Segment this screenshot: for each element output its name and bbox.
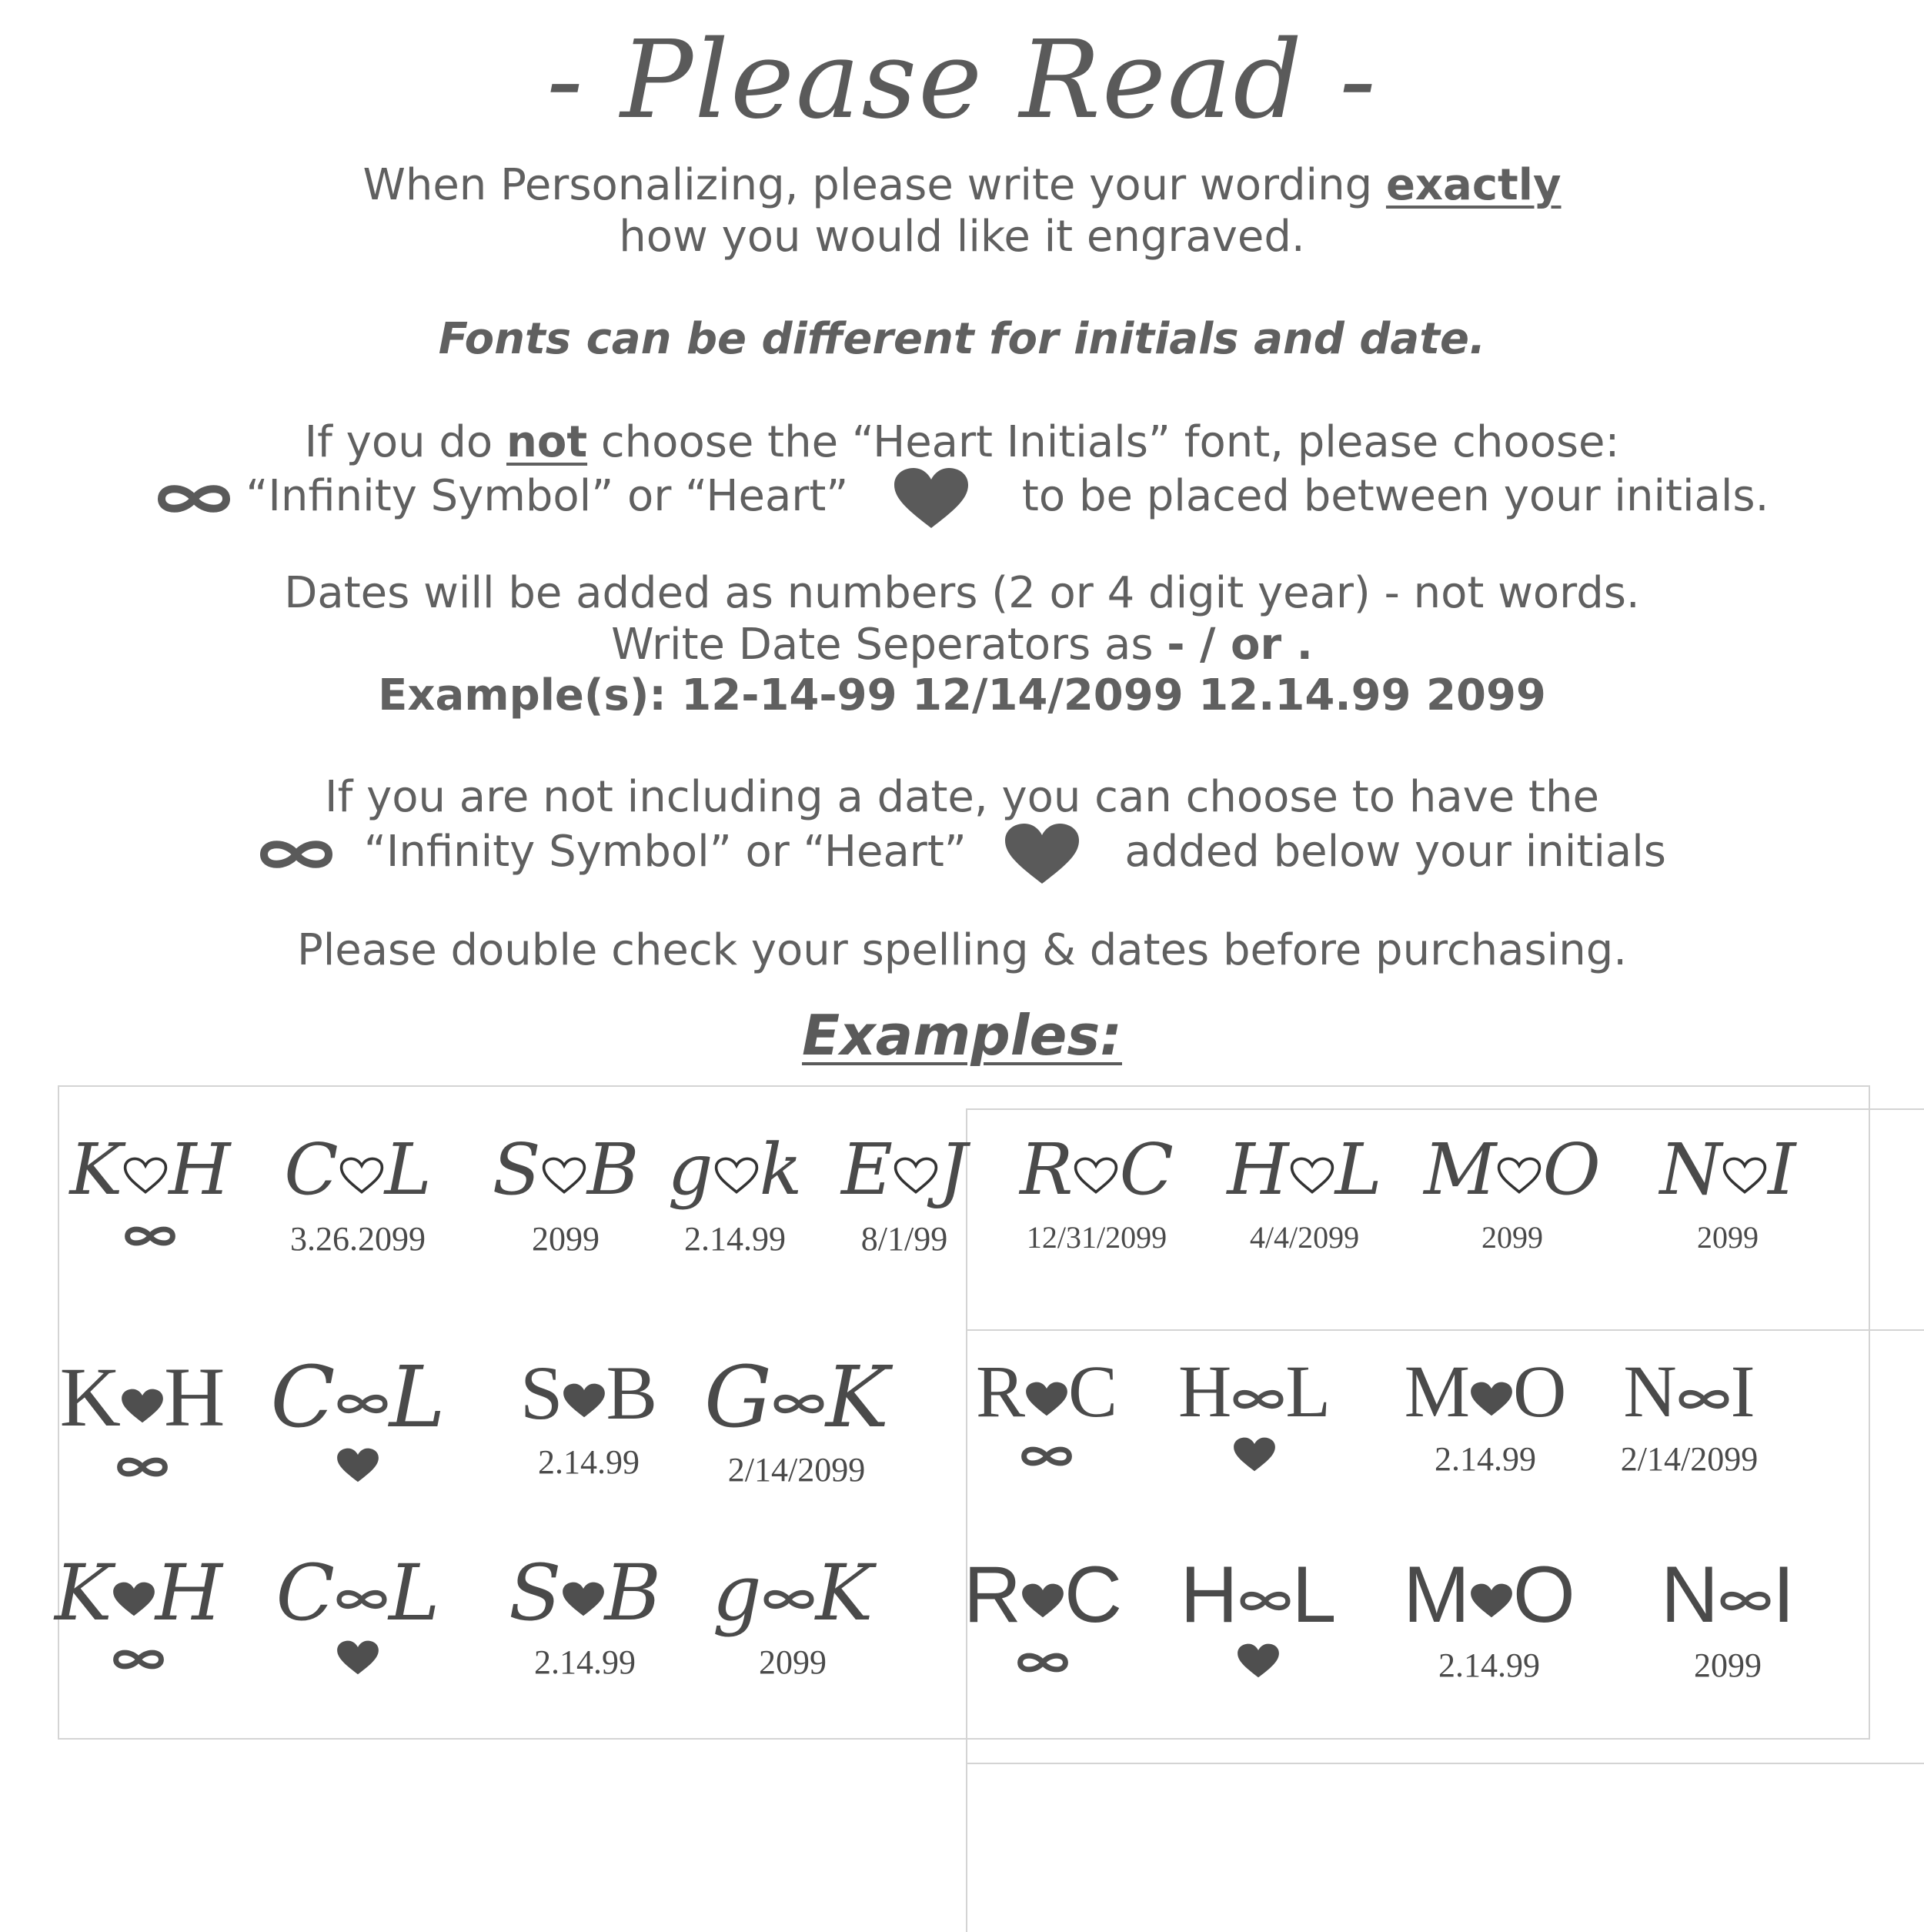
example-below-symbol	[1143, 1643, 1374, 1690]
example-initials	[242, 1128, 473, 1212]
separators-emphasis: - / or .	[1167, 620, 1313, 670]
heart-icon	[1004, 824, 1081, 885]
fonts-note: Fonts can be different for initials and date.	[438, 314, 1486, 364]
example-initials	[242, 1348, 473, 1446]
initial-right: H	[169, 1128, 231, 1211]
example-initials	[242, 1548, 473, 1638]
example-initials	[1139, 1351, 1370, 1432]
initial-left: M	[1404, 1350, 1471, 1432]
no-date-line-1: If you are not including a date, you can choose to have the	[325, 772, 1599, 822]
infinity-icon	[335, 1586, 389, 1613]
initial-right: C	[1068, 1350, 1118, 1432]
heart-icon	[1021, 1550, 1064, 1640]
initial-left: K	[69, 1128, 123, 1211]
initial-left: R	[1020, 1128, 1074, 1211]
infinity-icon	[1719, 1550, 1772, 1640]
infinity-icon	[1238, 1550, 1292, 1640]
heart-initials-text-post: choose the “Heart Initials” font, please choose:	[587, 417, 1620, 467]
example-initials	[1189, 1128, 1420, 1212]
initial-left: C	[270, 1348, 336, 1446]
example-symbol-initials	[1612, 1551, 1843, 1688]
initial-left: C	[284, 1128, 339, 1211]
example-below-symbol	[931, 1437, 1162, 1482]
heart-outline-icon	[122, 1157, 169, 1194]
initial-right: L	[389, 1548, 440, 1638]
example-initials	[473, 1351, 704, 1436]
heart-outline-icon	[1073, 1157, 1119, 1194]
example-date: 2099	[1694, 1646, 1762, 1684]
example-below-symbol	[23, 1640, 254, 1685]
initial-right: B	[604, 1548, 661, 1638]
intro-line-2: how you would like it engraved.	[619, 212, 1305, 262]
infinity-icon	[123, 1222, 177, 1250]
initial-left: H	[1180, 1550, 1238, 1640]
infinity-icon	[1238, 1587, 1292, 1615]
infinity-icon	[258, 835, 335, 874]
initial-right: K	[815, 1548, 873, 1638]
example-heart-initials	[242, 1128, 473, 1262]
initial-left: S	[519, 1350, 563, 1436]
initial-left: H	[1227, 1128, 1289, 1211]
initial-left: M	[1403, 1550, 1470, 1640]
example-heart-initials	[1397, 1128, 1628, 1258]
initial-right: L	[1291, 1550, 1337, 1640]
heart-outline-icon	[893, 1128, 939, 1211]
example-date: 2099	[1697, 1220, 1759, 1255]
heart-icon	[1470, 1583, 1513, 1619]
example-below-symbol	[35, 1217, 266, 1262]
initial-right: C	[1064, 1550, 1123, 1640]
example-date: 8/1/99	[860, 1220, 948, 1258]
initial-right: B	[586, 1128, 640, 1211]
initial-left: g	[667, 1128, 713, 1211]
example-date: 2099	[532, 1220, 600, 1258]
initial-right: J	[939, 1128, 968, 1211]
example-symbol-initials	[27, 1351, 258, 1492]
example-date: 2.14.99	[1435, 1440, 1536, 1478]
infinity-icon	[155, 480, 232, 518]
heart-outline-icon	[1289, 1157, 1335, 1194]
example-symbol-initials	[242, 1348, 473, 1495]
heart-icon	[1237, 1643, 1280, 1679]
example-date: 3.26.2099	[290, 1220, 426, 1258]
heart-outline-icon	[122, 1128, 169, 1211]
heart-outline-icon	[1496, 1157, 1542, 1194]
heart-icon	[1025, 1382, 1068, 1417]
heart-icon	[1233, 1437, 1276, 1472]
infinity-icon	[115, 1453, 169, 1481]
initial-right: k	[759, 1128, 803, 1211]
initial-left: S	[492, 1128, 541, 1211]
initial-right: B	[606, 1350, 658, 1436]
heart-icon	[336, 1448, 379, 1483]
example-heart-initials	[1612, 1128, 1843, 1258]
infinity-icon	[1231, 1350, 1285, 1432]
example-initials	[27, 1351, 258, 1443]
example-date: 12/31/2099	[1026, 1220, 1167, 1255]
intro-line-1	[0, 160, 1924, 211]
heart-initials-line-1	[0, 417, 1924, 468]
heart-initials-text: If you do	[304, 417, 506, 467]
example-initials	[23, 1548, 254, 1638]
examples-divider-lower	[966, 1763, 1924, 1764]
initial-right: K	[825, 1348, 890, 1446]
intro-text: When Personalizing, please write your wording	[362, 160, 1386, 210]
heart-icon	[112, 1548, 155, 1638]
initial-right: L	[384, 1128, 432, 1211]
heart-initials-emphasis: not	[506, 417, 588, 467]
dates-line-1: Dates will be added as numbers (2 or 4 digit year) - not words.	[284, 568, 1640, 618]
heart-icon	[1470, 1382, 1513, 1417]
initial-right: H	[155, 1548, 222, 1638]
infinity-icon	[1020, 1442, 1074, 1470]
separators-text: Write Date Seperators as	[611, 620, 1167, 670]
below-initials-text: added below your initials	[1124, 827, 1666, 877]
infinity-icon	[112, 1646, 165, 1673]
initial-left: G	[703, 1348, 772, 1446]
placement-text: to be placed between your initials.	[1021, 471, 1769, 522]
infinity-icon	[1231, 1385, 1285, 1413]
example-date: 2.14.99	[538, 1443, 640, 1481]
initial-left: K	[55, 1548, 112, 1638]
example-initials	[1612, 1128, 1843, 1212]
example-date: 2/14/2099	[1620, 1440, 1759, 1478]
initial-left: R	[963, 1550, 1021, 1640]
infinity-icon	[336, 1348, 389, 1446]
dates-line-2	[0, 620, 1924, 670]
example-initials	[1143, 1551, 1374, 1639]
example-date: 2.14.99	[534, 1643, 636, 1681]
initial-right: L	[1285, 1350, 1331, 1432]
heart-outline-icon	[339, 1157, 385, 1194]
heart-icon	[121, 1350, 164, 1444]
initial-right: O	[1542, 1128, 1601, 1211]
initial-right: L	[1334, 1128, 1382, 1211]
example-symbol-initials	[1370, 1351, 1601, 1482]
infinity-icon	[772, 1390, 826, 1418]
example-symbol-initials	[1139, 1351, 1370, 1484]
example-below-symbol	[242, 1448, 473, 1495]
initial-right: L	[389, 1348, 446, 1446]
initial-right: I	[1772, 1550, 1795, 1640]
page-title: - Please Read -	[546, 18, 1378, 143]
examples-divider	[966, 1329, 1924, 1331]
example-symbol-initials	[931, 1351, 1162, 1482]
initial-left: H	[1178, 1350, 1232, 1432]
initial-right: H	[164, 1350, 225, 1444]
example-below-symbol	[1139, 1437, 1370, 1484]
example-symbol-initials	[1574, 1351, 1805, 1482]
example-initials	[1374, 1551, 1605, 1639]
dates-examples: Example(s): 12-14-99 12/14/2099 12.14.99 2099	[378, 670, 1546, 720]
heart-icon	[1470, 1550, 1513, 1640]
heart-icon	[893, 468, 970, 530]
heart-icon	[1470, 1350, 1513, 1432]
heart-outline-icon	[1496, 1128, 1542, 1211]
example-heart-initials	[981, 1128, 1212, 1258]
heart-outline-icon	[713, 1157, 760, 1194]
example-symbol-initials	[242, 1548, 473, 1687]
example-symbol-initials	[469, 1548, 700, 1685]
initial-left: E	[840, 1128, 894, 1211]
heart-outline-icon	[1073, 1128, 1119, 1211]
heart-icon	[562, 1582, 605, 1617]
example-symbol-initials	[473, 1351, 704, 1485]
example-initials	[1612, 1551, 1843, 1639]
heart-outline-icon	[1289, 1128, 1335, 1211]
example-date: 2/14/2099	[727, 1451, 866, 1489]
heart-icon	[336, 1640, 379, 1676]
infinity-icon	[1677, 1350, 1731, 1432]
example-symbol-initials	[677, 1548, 908, 1685]
example-symbol-initials	[681, 1348, 912, 1492]
example-symbol-initials	[23, 1548, 254, 1685]
example-below-symbol	[242, 1640, 473, 1687]
infinity-icon	[1719, 1587, 1772, 1615]
initial-left: N	[1660, 1550, 1719, 1640]
heart-icon	[1021, 1583, 1064, 1619]
example-initials	[1397, 1128, 1628, 1212]
heart-outline-icon	[893, 1157, 939, 1194]
heart-initials-line-2	[0, 468, 1924, 530]
initial-left: K	[59, 1350, 121, 1444]
heart-icon	[121, 1389, 164, 1424]
example-initials	[1370, 1351, 1601, 1432]
initial-left: R	[975, 1350, 1025, 1432]
example-symbol-initials	[1143, 1551, 1374, 1690]
infinity-icon	[335, 1548, 389, 1638]
example-initials	[469, 1548, 700, 1638]
heart-icon	[562, 1548, 605, 1638]
infinity-icon	[1677, 1385, 1731, 1413]
initial-left: C	[276, 1548, 336, 1638]
example-symbol-initials	[1374, 1551, 1605, 1688]
heart-outline-icon	[1722, 1128, 1768, 1211]
no-date-line-2	[0, 824, 1924, 885]
infinity-icon	[336, 1390, 389, 1418]
heart-outline-icon	[713, 1128, 760, 1211]
initial-left: S	[508, 1548, 562, 1638]
heart-icon	[563, 1350, 606, 1436]
example-date: 2.14.99	[1438, 1646, 1540, 1684]
infinity-icon	[762, 1548, 816, 1638]
double-check-note: Please double check your spelling & dates before purchasing.	[296, 925, 1628, 975]
intro-emphasis: exactly	[1385, 160, 1562, 210]
example-below-symbol	[927, 1643, 1158, 1688]
example-below-symbol	[27, 1448, 258, 1492]
examples-heading: Examples:	[802, 1003, 1122, 1068]
heart-outline-icon	[339, 1128, 385, 1211]
example-heart-initials	[35, 1128, 266, 1262]
initial-right: C	[1119, 1128, 1174, 1211]
example-date: 2.14.99	[684, 1220, 786, 1258]
initial-right: I	[1730, 1350, 1755, 1432]
infinity-icon	[762, 1586, 816, 1613]
example-date: 2099	[759, 1643, 827, 1681]
heart-outline-icon	[541, 1128, 587, 1211]
heart-icon	[563, 1383, 606, 1419]
infinity-icon	[1016, 1649, 1070, 1676]
initial-left: N	[1659, 1128, 1722, 1211]
heart-icon	[112, 1582, 155, 1617]
example-heart-initials	[1189, 1128, 1420, 1258]
example-date: 2099	[1481, 1220, 1543, 1255]
example-initials	[981, 1128, 1212, 1212]
initial-right: I	[1768, 1128, 1796, 1211]
initial-left: g	[712, 1548, 762, 1638]
example-initials	[1574, 1351, 1805, 1432]
example-initials	[931, 1351, 1162, 1432]
heart-icon	[1025, 1350, 1068, 1432]
example-symbol-initials	[927, 1551, 1158, 1688]
initial-right: O	[1512, 1550, 1575, 1640]
initial-left: M	[1424, 1128, 1497, 1211]
example-initials	[681, 1348, 912, 1446]
symbol-options-text: “Infinity Symbol” or “Heart”	[363, 827, 967, 877]
symbol-options-text: “Infinity Symbol” or “Heart”	[246, 471, 849, 522]
initial-left: N	[1623, 1350, 1677, 1432]
heart-outline-icon	[541, 1157, 587, 1194]
example-initials	[927, 1551, 1158, 1639]
infinity-icon	[772, 1348, 826, 1446]
initial-right: O	[1513, 1350, 1567, 1432]
example-initials	[677, 1548, 908, 1638]
example-date: 4/4/2099	[1249, 1220, 1360, 1255]
heart-outline-icon	[1722, 1157, 1768, 1194]
example-initials	[35, 1128, 266, 1212]
